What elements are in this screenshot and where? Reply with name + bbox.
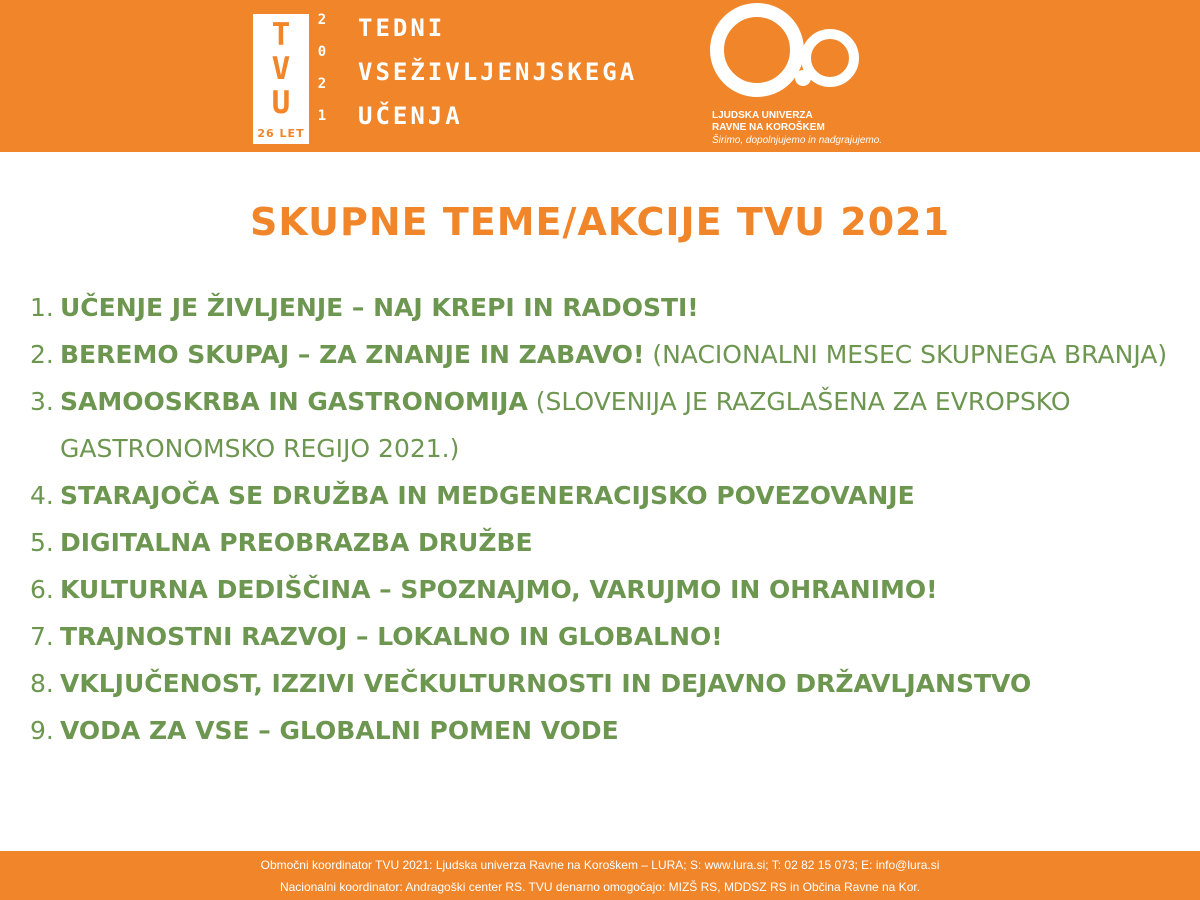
list-item [30,284,1180,331]
header-title-line-1: TEDNI [358,14,446,42]
list-item [30,566,1180,613]
list-item [30,660,1180,707]
year-digit-4: 1 [317,108,327,124]
topic-number: 3. [30,387,54,416]
topic-title: VODA ZA VSE – GLOBALNI POMEN VODE [60,716,619,745]
topic-number: 5. [30,528,54,557]
topic-number: 1. [30,293,54,322]
list-item [30,519,1180,566]
list-item [30,472,1180,519]
topic-note: (NACIONALNI MESEC SKUPNEGA BRANJA) [652,340,1168,369]
logo-name-line-2: RAVNE NA KOROŠKEM [712,122,825,133]
page-title: SKUPNE TEME/AKCIJE TVU 2021 [249,200,951,244]
topic-title: DIGITALNA PREOBRAZBA DRUŽBE [60,528,533,557]
topic-title: BEREMO SKUPAJ – ZA ZNANJE IN ZABAVO! [60,340,645,369]
footer-regional-coordinator: Območni koordinator TVU 2021: Ljudska univerza Ravne na Koroškem – LURA; S: www.lura.si; T: 02 82 15 073; E: info@lura.si [260,858,940,872]
header-title-line-2: VSEŽIVLJENJSKEGA [358,58,638,86]
topic-title: TRAJNOSTNI RAZVOJ – LOKALNO IN GLOBALNO! [60,622,723,651]
topic-title: VKLJUČENOST, IZZIVI VEČKULTURNOSTI IN DEJAVNO DRŽAVLJANSTVO [60,669,1032,698]
tvu-letter-v: V [271,51,291,87]
tvu-logo [253,14,309,144]
ljudska-univerza-circles-logo-icon [705,0,875,110]
topic-number: 8. [30,669,54,698]
topic-number: 6. [30,575,54,604]
list-item [30,707,1180,754]
topic-number: 7. [30,622,54,651]
topic-title: UČENJE JE ŽIVLJENJE – NAJ KREPI IN RADOSTI! [60,293,699,322]
footer-national-coordinator: Nacionalni koordinator: Andragoški center RS. TVU denarno omogočajo: MIZŠ RS, MDDSZ RS in Občina Ravne na Kor. [279,880,921,894]
header-banner [0,0,1200,152]
tvu-years-label: 26 LET [257,127,305,140]
list-item [30,613,1180,660]
topic-number: 4. [30,481,54,510]
year-digit-3: 2 [317,76,327,92]
list-item [30,331,1180,378]
topic-number: 2. [30,340,54,369]
topic-number: 9. [30,716,54,745]
header-title-line-3: UČENJA [358,102,463,130]
logo-name-line-1: LJUDSKA UNIVERZA [712,110,813,121]
topic-list [30,284,1180,754]
tvu-letter-t: T [271,17,291,53]
logo-slogan: Širimo, dopolnjujemo in nadgrajujemo. [712,135,883,146]
topic-note: (SLOVENIJA JE RAZGLAŠENA ZA EVROPSKO GASTRONOMSKO REGIJO 2021.) [60,387,1071,463]
list-item [30,378,1180,472]
topic-title: KULTURNA DEDIŠČINA – SPOZNAJMO, VARUJMO IN OHRANIMO! [60,575,938,604]
year-digit-2: 0 [317,44,327,60]
topic-title: SAMOOSKRBA IN GASTRONOMIJA [60,387,528,416]
footer [0,851,1200,900]
tvu-letter-u: U [271,85,291,121]
year-digit-1: 2 [317,12,327,28]
topic-title: STARAJOČA SE DRUŽBA IN MEDGENERACIJSKO POVEZOVANJE [60,481,915,510]
